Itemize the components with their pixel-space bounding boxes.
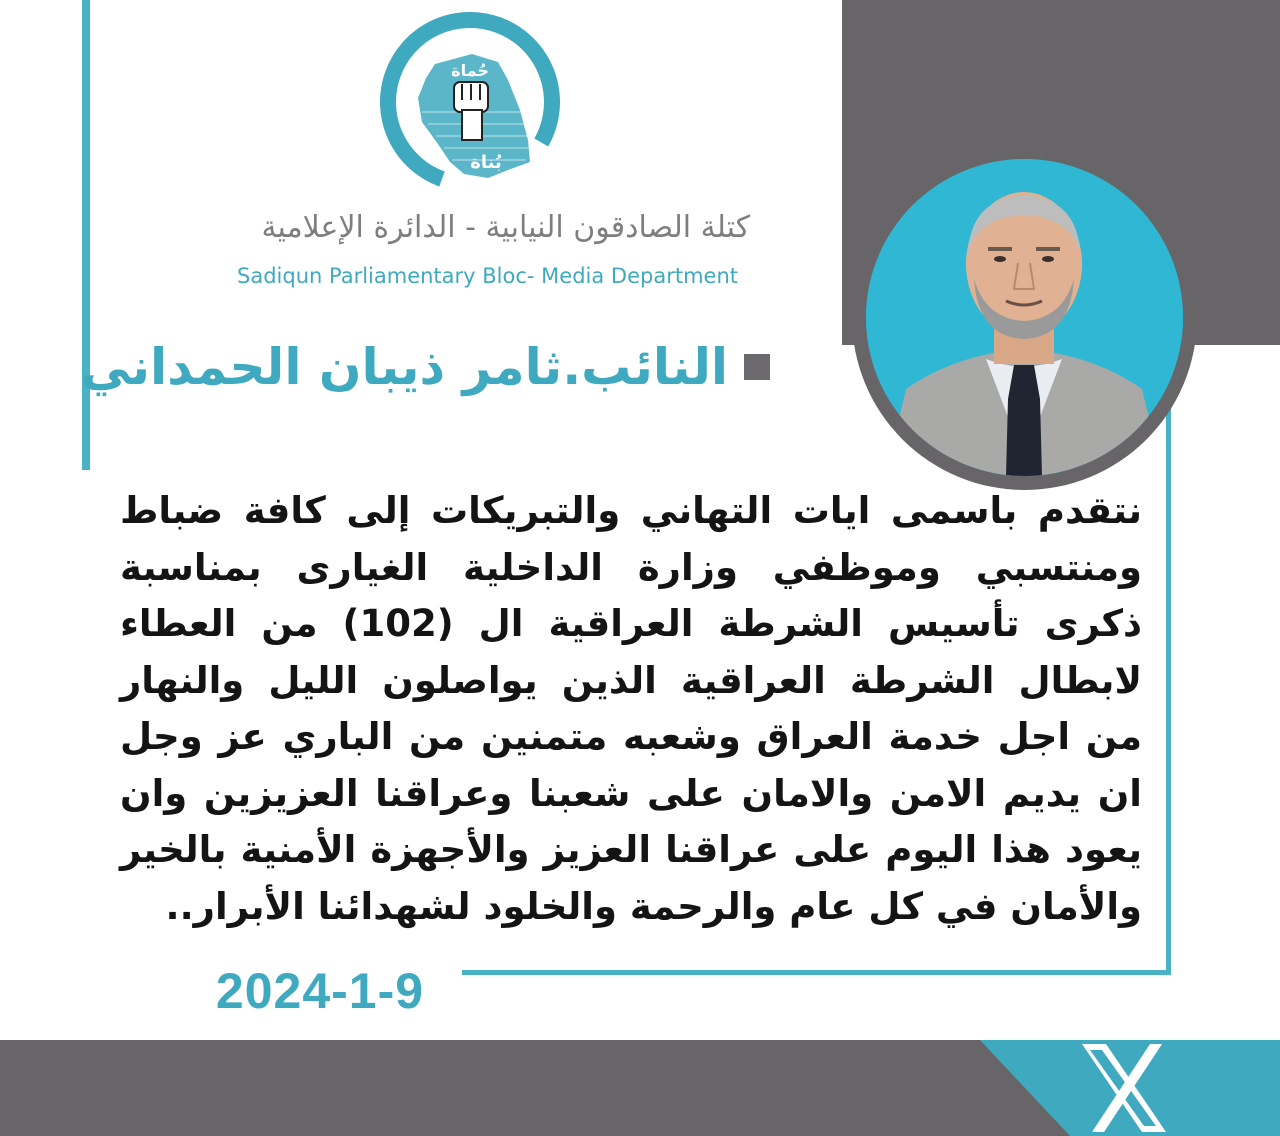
square-bullet-icon bbox=[744, 354, 770, 380]
left-accent-bar bbox=[82, 0, 90, 470]
author-name: النائب.ثامر ذيبان الحمداني bbox=[80, 338, 728, 396]
logo-arc-text: حركة الصادقون bbox=[425, 29, 515, 56]
frame-right-line bbox=[1166, 345, 1171, 975]
logo-word-bottom: بُناة bbox=[470, 152, 502, 173]
person-portrait-icon bbox=[866, 159, 1183, 476]
bloc-name-arabic: كتلة الصادقون النيابية - الدائرة الإعلامية bbox=[261, 210, 750, 245]
frame-bottom-line bbox=[462, 970, 1171, 975]
statement-text: نتقدم باسمى ايات التهاني والتبريكات إلى كافة ضباط ومنتسبي وموظفي وزارة الداخلية الغيارى بمناسبة ذكرى تأسيس الشرطة العراقية ال (102) من العطاء لابطال الشرطة العراقية الذين يواصلون الليل والنهار من اجل خدمة العراق وشعبه متمنين من الباري عز وجل ان يديم الامن والامان على شعبنا وعراقنا العزيزين وان يعود هذا اليوم على عراقنا العزيز والأجهزة الأمنية بالخير والأمان في كل عام والرحمة والخلود لشهدائنا الأبرار.. bbox=[120, 489, 1142, 928]
bloc-name-english: Sadiqun Parliamentary Bloc- Media Department bbox=[237, 264, 738, 288]
bloc-logo bbox=[380, 12, 560, 192]
date-text: 2024-1-9 bbox=[215, 963, 425, 1019]
author-portrait bbox=[866, 159, 1183, 476]
footer-band bbox=[0, 1040, 1280, 1136]
author-row bbox=[80, 332, 770, 402]
logo-word-top: حُماة bbox=[451, 61, 489, 80]
